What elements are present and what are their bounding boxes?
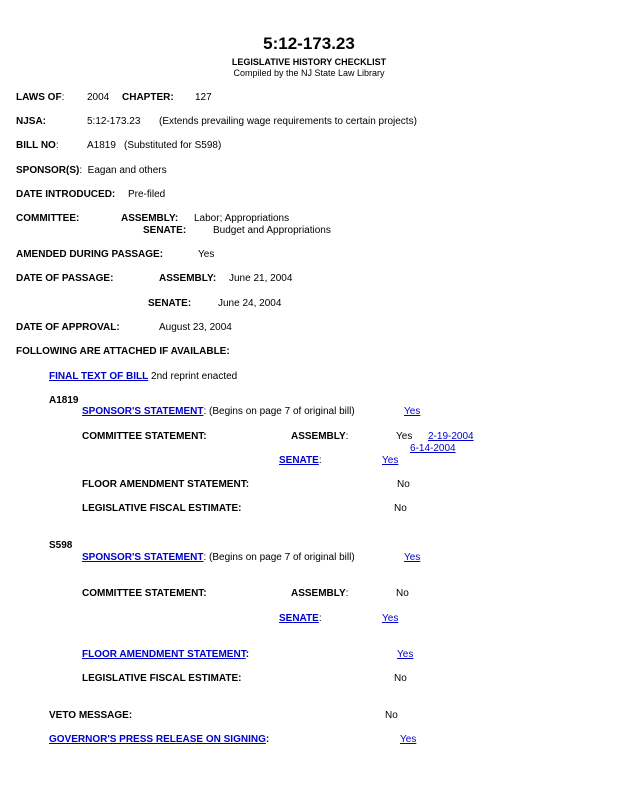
veto-label: VETO MESSAGE: (49, 710, 133, 721)
bill-label: BILL NO: (16, 140, 59, 151)
committee-label: COMMITTEE: (16, 213, 80, 224)
page-title: 5:12-173.23 (263, 34, 355, 53)
a1819-committee-label: COMMITTEE STATEMENT: (82, 431, 207, 442)
a1819-sponsor-yes-link[interactable]: Yes (404, 406, 421, 417)
passage-label: DATE OF PASSAGE: (16, 273, 114, 284)
s598-fiscal-label: LEGISLATIVE FISCAL ESTIMATE: (82, 673, 242, 684)
passage-assembly-date: June 21, 2004 (229, 273, 293, 284)
a1819-sponsor-row: SPONSOR'S STATEMENT: (Begins on page 7 of original bill) (82, 406, 355, 417)
a1819-assembly-label: ASSEMBLY: (291, 431, 349, 442)
s598-sponsor-yes-link[interactable]: Yes (404, 552, 421, 563)
governor-yes-link[interactable]: Yes (400, 734, 417, 745)
s598-floor-yes-link[interactable]: Yes (397, 649, 414, 660)
a1819-senate-row: SENATE: (279, 455, 322, 466)
a1819-senate-yes-link[interactable]: Yes (382, 455, 399, 466)
laws-label: LAWS OF: (16, 92, 65, 103)
s598-fiscal-value: No (394, 673, 407, 684)
introduced-label: DATE INTRODUCED: (16, 189, 116, 200)
s598-senate-row: SENATE: (279, 613, 322, 624)
laws-year: 2004 (87, 92, 110, 103)
s598-label: S598 (49, 540, 73, 551)
page-subtitle: LEGISLATIVE HISTORY CHECKLIST (231, 57, 387, 67)
passage-senate-label: SENATE: (148, 298, 192, 309)
njsa-description: (Extends prevailing wage requirements to certain projects) (159, 116, 417, 127)
a1819-assembly-date2-link[interactable]: 6-14-2004 (410, 443, 456, 454)
njsa-value: 5:12-173.23 (87, 116, 141, 127)
a1819-assembly-value: Yes (396, 431, 413, 442)
a1819-floor-label: FLOOR AMENDMENT STATEMENT: (82, 479, 250, 490)
a1819-label: A1819 (49, 395, 79, 406)
chapter-value: 127 (195, 92, 212, 103)
s598-assembly-value: No (396, 588, 409, 599)
a1819-senate-link[interactable]: SENATE (279, 455, 319, 466)
s598-sponsor-link[interactable]: SPONSOR'S STATEMENT (82, 552, 204, 563)
s598-senate-link[interactable]: SENATE (279, 613, 319, 624)
a1819-floor-value: No (397, 479, 410, 490)
compiled-by: Compiled by the NJ State Law Library (233, 68, 385, 78)
attached-heading: FOLLOWING ARE ATTACHED IF AVAILABLE: (16, 346, 230, 357)
njsa-label: NJSA: (16, 116, 47, 127)
s598-floor-row: FLOOR AMENDMENT STATEMENT: (82, 649, 250, 660)
introduced-value: Pre-filed (128, 189, 166, 200)
bill-note: (Substituted for S598) (124, 140, 222, 151)
sponsors-row: SPONSOR(S): Eagan and others (16, 165, 167, 176)
s598-senate-yes-link[interactable]: Yes (382, 613, 399, 624)
chapter-label: CHAPTER: (122, 92, 174, 103)
s598-sponsor-row: SPONSOR'S STATEMENT: (Begins on page 7 of original bill) (82, 552, 355, 563)
a1819-assembly-date1-link[interactable]: 2-19-2004 (428, 431, 474, 442)
bill-value: A1819 (87, 140, 116, 151)
passage-senate-date: June 24, 2004 (218, 298, 282, 309)
final-text-row: FINAL TEXT OF BILL 2nd reprint enacted (49, 371, 238, 382)
final-text-link[interactable]: FINAL TEXT OF BILL (49, 371, 149, 382)
committee-senate-value: Budget and Appropriations (213, 225, 331, 236)
veto-value: No (385, 710, 398, 721)
amended-label: AMENDED DURING PASSAGE: (16, 249, 164, 260)
s598-committee-label: COMMITTEE STATEMENT: (82, 588, 207, 599)
a1819-sponsor-link[interactable]: SPONSOR'S STATEMENT (82, 406, 204, 417)
governor-row: GOVERNOR'S PRESS RELEASE ON SIGNING: (49, 734, 270, 745)
s598-floor-link[interactable]: FLOOR AMENDMENT STATEMENT (82, 649, 246, 660)
passage-assembly-label: ASSEMBLY: (159, 273, 217, 284)
approval-value: August 23, 2004 (159, 322, 232, 333)
committee-assembly-label: ASSEMBLY: (121, 213, 179, 224)
a1819-fiscal-label: LEGISLATIVE FISCAL ESTIMATE: (82, 503, 242, 514)
committee-assembly-value: Labor; Appropriations (194, 213, 290, 224)
governor-press-release-link[interactable]: GOVERNOR'S PRESS RELEASE ON SIGNING (49, 734, 266, 745)
amended-value: Yes (198, 249, 215, 260)
a1819-fiscal-value: No (394, 503, 407, 514)
approval-label: DATE OF APPROVAL: (16, 322, 120, 333)
s598-assembly-label: ASSEMBLY: (291, 588, 349, 599)
committee-senate-label: SENATE: (143, 225, 187, 236)
